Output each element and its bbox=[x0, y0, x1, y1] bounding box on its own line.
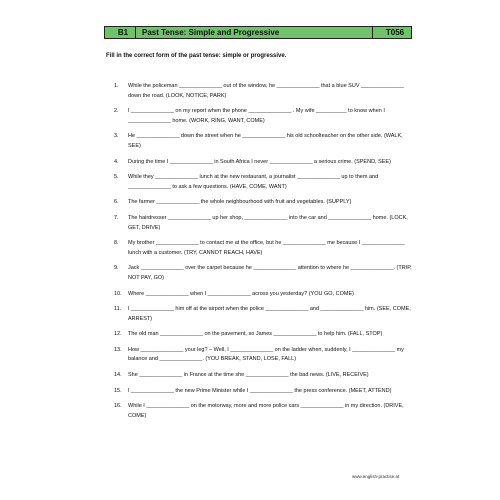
footer-url: www.english-practise.at bbox=[352, 474, 400, 479]
exercise-number: 5. bbox=[114, 174, 119, 181]
worksheet-header bbox=[104, 26, 412, 39]
exercise-text: While the policeman ______________ out of the window, he ______________ that a blue SUV ______________ down the road. (LOOK, NOTICE, PARK) bbox=[128, 83, 404, 99]
exercise-number: 16. bbox=[114, 403, 122, 410]
exercise-text: I ______________ on my report when the phone ______________ . My wife __________ to know when I ______________ home. (WORK, RING, WANT, COME) bbox=[128, 108, 385, 124]
exercise-number: 15. bbox=[114, 387, 122, 394]
exercise-text: He ______________ down the street when he ______________ his old schoolteacher on the other side. (WALK, SEE) bbox=[128, 133, 403, 149]
exercise-text: The old man ______________ on the pavement, so James ______________ to help him. (FALL, STOP) bbox=[128, 331, 383, 338]
exercise-item bbox=[114, 107, 414, 126]
exercise-number: 4. bbox=[114, 158, 119, 165]
exercise-number: 10. bbox=[114, 290, 122, 297]
exercise-item bbox=[114, 305, 414, 324]
exercise-item bbox=[114, 402, 414, 421]
exercise-text: I ______________ him off at the airport when the police ______________ and ______________ him. (SEE, COME, ARREST) bbox=[128, 306, 411, 322]
exercise-item bbox=[114, 387, 414, 397]
exercise-number: 6. bbox=[114, 199, 119, 206]
exercise-item bbox=[114, 239, 414, 258]
exercise-number: 12. bbox=[114, 331, 122, 338]
exercise-number: 1. bbox=[114, 83, 119, 89]
exercise-item bbox=[114, 214, 414, 233]
exercise-text: While they ______________ lunch at the new restaurant, a journalist ______________ up to them and ______________ to ask a few questions. (HAVE, COME, WANT) bbox=[128, 174, 379, 190]
exercise-item bbox=[114, 371, 414, 381]
exercise-text: Where ______________ when I ______________ across you yesterday? (YOU GO, COME) bbox=[128, 290, 354, 297]
exercise-number: 11. bbox=[114, 306, 122, 313]
exercise-text: Jack ______________ over the carpet because he ______________ attention to where he ______________. (TRIP, NOT PAY, GO) bbox=[128, 265, 412, 281]
instructions: Fill in the correct form of the past tense: simple or progressive. bbox=[106, 53, 287, 59]
exercise-number: 14. bbox=[114, 372, 122, 379]
exercise-list bbox=[114, 82, 414, 427]
exercise-item bbox=[114, 346, 414, 365]
worksheet-title: Past Tense: Simple and Progressive bbox=[136, 27, 373, 38]
exercise-item bbox=[114, 264, 414, 283]
exercise-number: 2. bbox=[114, 108, 119, 115]
exercise-number: 13. bbox=[114, 346, 122, 353]
exercise-text: The farmer ______________ the whole neighbourhood with fruit and vegetables. (SUPPLY) bbox=[128, 199, 352, 206]
level-label: B1 bbox=[105, 27, 136, 38]
exercise-item bbox=[114, 82, 414, 101]
worksheet-code: T056 bbox=[385, 28, 405, 37]
exercise-text: I ______________ the new Prime Minister while I ______________ the press conference. (MEET, ATTEND) bbox=[128, 387, 392, 394]
exercise-text: How ______________ your leg? – Well, I ______________ on the ladder when, suddenly, I ______________ my balance and ______________. (YOU BREAK, STAND, LOSE, FALL) bbox=[128, 346, 404, 363]
exercise-item bbox=[114, 290, 414, 300]
exercise-number: 7. bbox=[114, 214, 119, 221]
exercise-item bbox=[114, 198, 414, 208]
exercise-item bbox=[114, 173, 414, 192]
exercise-number: 3. bbox=[114, 133, 119, 140]
exercise-text: She ______________ in France at the time she ______________ the bad news. (LIVE, RECEIVE) bbox=[128, 372, 369, 379]
exercise-number: 8. bbox=[114, 240, 119, 247]
exercise-item bbox=[114, 158, 414, 168]
exercise-item bbox=[114, 132, 414, 151]
exercise-text: The hairdresser ______________ up her shop, ______________ into the car and ______________ home. (LOCK, GET, DRIVE) bbox=[128, 214, 408, 231]
exercise-text: During the time I ______________ in South Africa I never ______________ a serious crime. (SPEND, SEE) bbox=[128, 158, 391, 165]
exercise-number: 9. bbox=[114, 265, 119, 272]
exercise-text: While I ______________ on the motorway, more and more police cars ______________ in my direction. (DRIVE, COME) bbox=[128, 403, 404, 419]
exercise-text: My brother ______________ to contact me at the office, but he ______________ me because I ______________ lunch with a customer. (TRY, CANNOT REACH, HAVE) bbox=[128, 240, 405, 256]
exercise-item bbox=[114, 330, 414, 340]
